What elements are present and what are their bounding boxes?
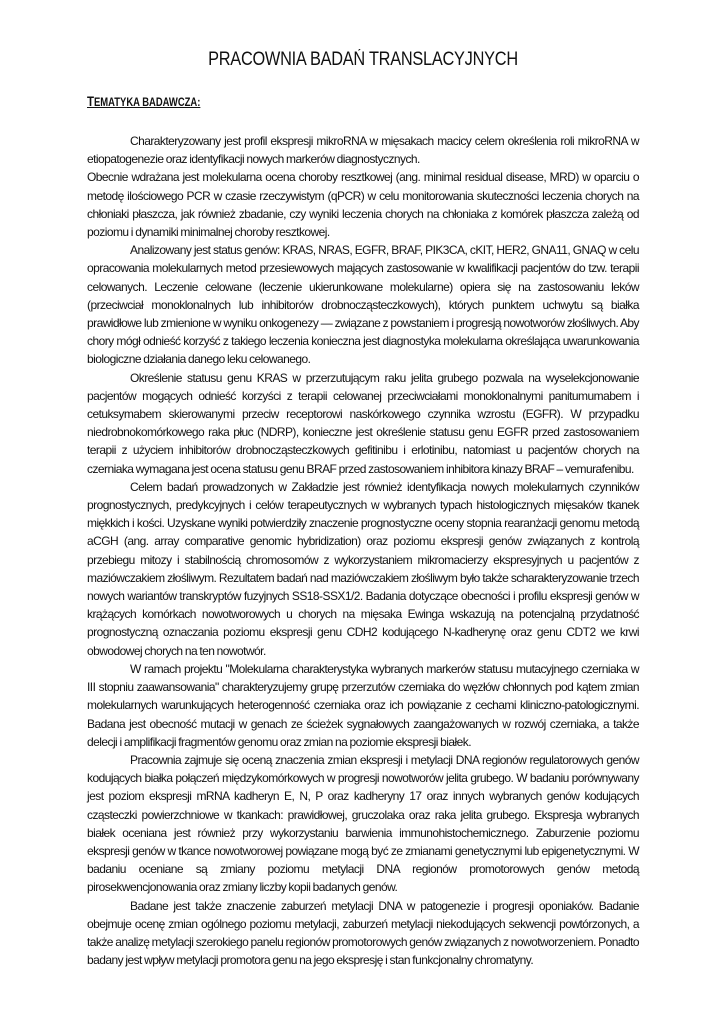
paragraph-mikrorna: Charakteryzowany jest profil ekspresji mikroRNA w mięsakach macicy celem określenia roli mikroRNA w etiopatogenezie oraz identyfikacji nowych markerów diagnostycznych. <box>87 134 639 167</box>
section-heading <box>87 92 540 112</box>
body-text <box>87 132 639 969</box>
paragraph-mrd: Obecnie wdrażana jest molekularna ocena choroby resztkowej (ang. minimal residual disease, MRD) w oparciu o metodę ilościowego PCR w czasie rzeczywistym (qPCR) w celu monitorowania skuteczności leczenia chorych na chłoniaki płaszcza, jak również zbadanie, czy wyniki leczenia chorych na chłoniaka z komórek płaszcza zależą od poziomu i dynamiki minimalnej choroby resztkowej. <box>87 170 639 240</box>
document-page <box>87 48 639 969</box>
paragraph-gene-status: Analizowany jest status genów: KRAS, NRAS, EGFR, BRAF, PIK3CA, cKIT, HER2, GNA11, GNAQ w celu opracowania molekularnych metod przesiewowych mających zastosowanie w kwalifikacji pacjentów do tzw. terapii celowanych. Leczenie celowane (leczenie ukierunkowane molekularne) opiera się na zastosowaniu leków (przeciwciał monoklonalnych lub inhibitorów drobnocząsteczkowych), których punktem uchwytu są białka prawidłowe lub zmienione w wyniku onkogenezy — związane z powstaniem i progresją nowotworów złośliwych. Aby chory mógł odnieść korzyść z takiego leczenia konieczna jest diagnostyka molekularna określająca uwarunkowania biologiczne działania danego leku celowanego. <box>87 243 639 367</box>
paragraph-melanoma: W ramach projektu "Molekularna charakterystyka wybranych markerów statusu mutacyjnego czerniaka w III stopniu zaawansowania" charakteryzujemy grupę przerzutów czerniaka do węzłów chłonnych pod kątem zmian molekularnych warunkujących heterogenność czerniaka oraz ich powiązanie z cechami kliniczno-patologicznymi. Badana jest obecność mutacji w genach ze ścieżek sygnałowych zaangażowanych w rozwój czerniaka, a także delecji i amplifikacji fragmentów genomu oraz zmian na poziomie ekspresji białek. <box>87 661 639 749</box>
paragraph-meningioma: Badane jest także znaczenie zaburzeń metylacji DNA w patogenezie i progresji oponiaków. Badanie obejmuje ocenę zmian ogólnego poziomu metylacji, zaburzeń metylacji niekodujących sekwencji powtórzonych, a także analizę metylacji szerokiego panelu regionów promotorowych genów związanych z nowotworzeniem. Ponadto badany jest wpływ metylacji promotora genu na jego ekspresję i stan funkcjonalny chromatyny. <box>87 898 639 968</box>
paragraph-sarcoma: Celem badań prowadzonych w Zakładzie jest również identyfikacja nowych molekularnych czynników prognostycznych, predykcyjnych i celów terapeutycznych w wybranych typach histologicznych mięsaków tkanek miękkich i kości. Uzyskane wyniki potwierdziły znaczenie prognostyczne oceny stopnia rearanżacji genomu metodą aCGH (ang. array comparative genomic hybridization) oraz poziomu ekspresji genów związanych z kontrolą przebiegu mitozy i stabilnością chromosomów z wykorzystaniem mikromacierzy ekspresyjnych u pacjentów z maziówczakiem złośliwym. Rezultatem badań nad maziówczakiem złośliwym było także scharakteryzowanie trzech nowych wariantów transkryptów fuzyjnych SS18-SSX1/2. Badania dotyczące obecności i profilu ekspresji genów w krążących komórkach nowotworowych u chorych na mięsaka Ewinga wskazują na potencjalną przydatność prognostyczną oznaczania poziomu ekspresji genu CDH2 kodującego N-kadherynę oraz genu CDT2 we krwi obwodowej chorych na ten nowotwór. <box>87 479 639 658</box>
paragraph-colorectal: Pracownia zajmuje się oceną znaczenia zmian ekspresji i metylacji DNA regionów regulatorowych genów kodujących białka połączeń międzykomórkowych w progresji nowotworów jelita grubego. W badaniu porównywany jest poziom ekspresji mRNA kadheryn E, N, P oraz kadheryny 17 oraz innych wybranych genów kodujących cząsteczki powierzchniowe w tkankach: prawidłowej, gruczolaka oraz raka jelita grubego. Ekspresja wybranych białek oceniana jest również przy wykorzystaniu barwienia immunohistochemicznego. Zaburzenie poziomu ekspresji genów w tkance nowotworowej powiązane mogą być ze zmianami genetycznymi lub epigenetycznymi. W badaniu oceniane są zmiany poziomu metylacji DNA regionów promotorowych genów metodą pirosekwencjonowania oraz zmiany liczby kopii badanych genów. <box>87 752 639 895</box>
paragraph-kras: Określenie statusu genu KRAS w przerzutującym raku jelita grubego pozwala na wyselekcjonowanie pacjentów mogących odnieść korzyści z terapii celowanej przeciwciałami monoklonalnymi panitumumabem i cetuksymabem skierowanymi przeciw receptorowi naskórkowego czynnika wzrostu (EGFR). W przypadku niedrobnokomórkowego raka płuc (NDRP), konieczne jest określenie statusu genu EGFR przed zastosowaniem terapii z użyciem inhibitorów drobnocząsteczkowych gefitinibu i erlotinibu, natomiast u pacjentów chorych na czerniaka wymagana jest ocena statusu genu BRAF przed zastosowaniem inhibitora kinazy BRAF – vemurafenibu. <box>87 370 639 476</box>
section-heading-text: TEMATYKA BADAWCZA: <box>87 93 201 109</box>
page-title: PRACOWNIA BADAŃ TRANSLACYJNYCH <box>208 49 518 70</box>
